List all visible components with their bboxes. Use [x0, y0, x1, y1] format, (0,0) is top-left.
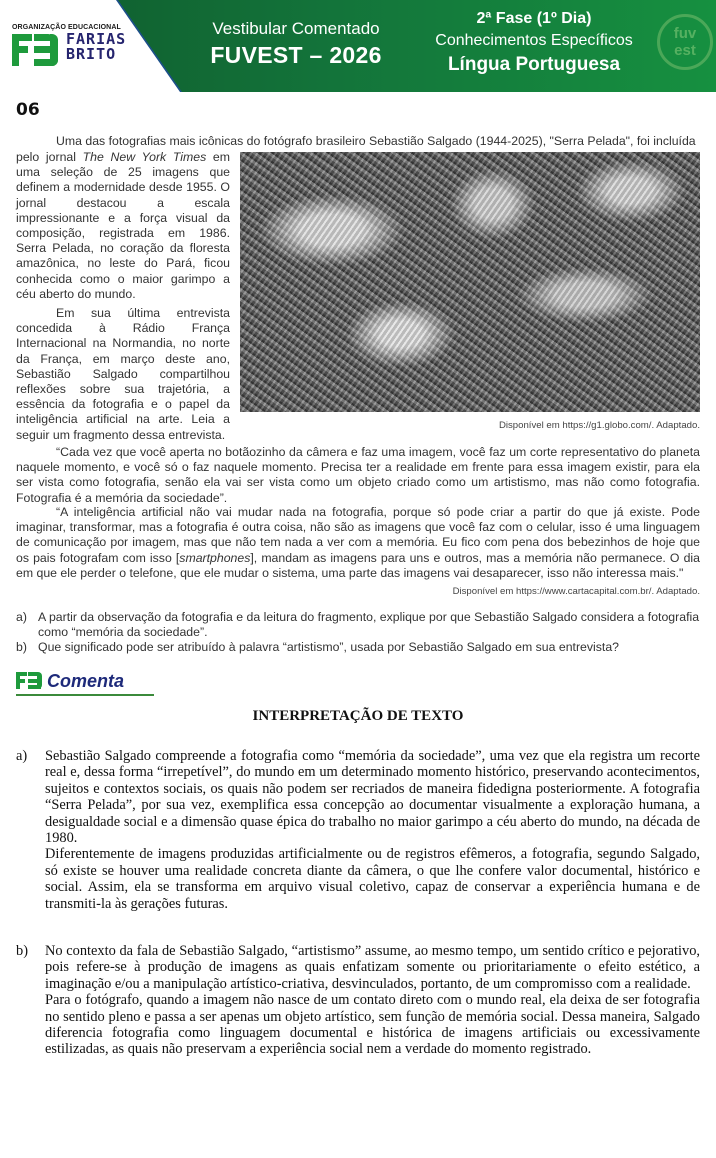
logo-name: FARIAS BRITO: [66, 30, 127, 63]
comenta-label: Comenta: [47, 671, 125, 691]
farias-brito-logo: [12, 24, 132, 72]
header-subtitle: Vestibular Comentado: [212, 19, 380, 38]
answer-b-paragraph-2: Para o fotógrafo, quando a imagem não nasce de um contato direto com o mundo real, ela deixa de ser fotografia no sentido pleno e passa a ser apenas um objeto artístico, sem função de memória social. Dessa maneira, Salgado diferencia fotografia como linguagem documental e histórica de imagens artificiais ou excessivamente estilizadas, as quais não preservam a experiência social nem a verdade do momento registrado.: [45, 992, 700, 1058]
intro-column: [16, 150, 230, 443]
header-title: FUVEST – 2026: [210, 42, 382, 68]
fuvest-seal-icon: fuv est: [657, 14, 713, 70]
serra-pelada-photo: [240, 152, 700, 412]
source-citation-2: Disponível em https://www.cartacapital.com.br/. Adaptado.: [452, 586, 700, 597]
intro-first-line: Uma das fotografias mais icônicas do fotógrafo brasileiro Sebastião Salgado (1944-2025), "Serra Pelada", foi incluída: [56, 134, 696, 148]
question-number: 06: [16, 100, 40, 120]
intro-paragraph-2: Em sua última entrevista concedida à Rádio França Internacional na Normandia, no norte da França, em março deste ano, Sebastião Salgado compartilhou reflexões sobre sua trajetória, a essência da fotografia e o papel da inteligência artificial na arte. Leia a seguir um fragmento dessa entrevista.: [16, 306, 230, 442]
logo-org-text: ORGANIZAÇÃO EDUCACIONAL: [12, 24, 121, 31]
header-phase: 2ª Fase (1º Dia): [476, 10, 592, 27]
intro-paragraph-1: pelo jornal The New York Times em uma seleção de 25 imagens que definem a modernidade desde 1955. O jornal destacou a escala impressionante e a força visual da composição, registrada em 1986. Serra Pelada, no coração da floresta amazônica, no leste do Pará, ficou conhecida como o maior garimpo a céu aberto do mundo.: [16, 150, 230, 301]
answer-b: b) No contexto da fala de Sebastião Salgado, “artistismo” assume, ao mesmo tempo, um sentido crítico e pejorativo, pois refere-se à produção de imagens as quais enfatizam somente ou prioritariamente o efeito estético, a imaginação e/ou a manipulação artístico-criativa, desvinculados, portanto, de um compromisso com a realidade. Para o fotógrafo, quando a imagem não nasce de um contato direto com o mundo real, ela deixa de ser fotografia no sentido pleno e passa a ser apenas um objeto artístico, sem função de memória social. Dessa maneira, Salgado diferencia fotografia como linguagem documental e histórica de imagens artificiais ou excessivamente estilizadas, as quais não preservam a experiência social nem a verdade do momento registrado.: [16, 943, 700, 1058]
question-items: [16, 610, 700, 656]
answer-a-paragraph-1: Sebastião Salgado compreende a fotografia como “memória da sociedade”, uma vez que ela registra um recorte real e, dessa forma “irrepetível”, do mundo em um determinado momento histórico, preservando acontecimentos, sujeitos e contextos sociais, os quais não podem ser recriados de maneira fidedigna posteriormente. A fotografia “Serra Pelada”, por sua vez, exemplifica essa concepção ao documentar visualmente a exploração humana, a desigualdade social e a dimensão quase épica do trabalho no maior garimpo a céu aberto do mundo, na década de 1980.: [45, 748, 700, 847]
newspaper-name: The New York Times: [82, 150, 207, 164]
interview-quote-2: “A inteligência artificial não vai mudar nada na fotografia, porque só pode criar a partir do que já existe. Pode imaginar, transformar, mas a fotografia é outra coisa, não são as imagens que você faz com o celular, isso é uma linguagem de comunicação por imagem, mas que não tem nada a ver com a memória. Eu fico com pena dos bebezinhos de hoje que os pais fotografam com isso [smartphones], mandam as imagens para uns e outros, mas a memória não permanece. O dia em que ele perder o telefone, que ele mudar o sistema, uma parte das imagens vai desaparecer, isso não interessa mais.": [16, 505, 700, 580]
question-item-b: b) Que significado pode ser atribuído à palavra “artistismo”, usada por Sebastião Salgado em sua entrevista?: [16, 640, 620, 655]
fb-monogram-icon: [16, 672, 42, 689]
question-item-a: a) A partir da observação da fotografia e da leitura do fragmento, explique por que Sebastião Salgado considera a fotografia como “memória da sociedade”.: [16, 610, 700, 640]
answer-a: a) Sebastião Salgado compreende a fotografia como “memória da sociedade”, uma vez que ela registra um recorte real e, dessa forma “irrepetível”, do mundo em um determinado momento histórico, preservando acontecimentos, sujeitos e contextos sociais, os quais não podem ser recriados de maneira fidedigna posteriormente. A fotografia “Serra Pelada”, por sua vez, exemplifica essa concepção ao documentar visualmente a exploração humana, a desigualdade social e a dimensão quase épica do trabalho no maior garimpo a céu aberto do mundo, na década de 1980. Diferentemente de imagens produzidas artificialmente ou de registros efêmeros, a fotografia, segundo Salgado, só existe se houver uma realidade concreta diante da câmera, o que lhe confere valor documental, histórico e social. Assim, ela se transforma em arquivo visual coletivo, capaz de conservar a experiência humana e de transmiti-la às gerações futuras.: [16, 748, 700, 912]
header-exam-title: [196, 18, 396, 70]
page-header: [0, 0, 716, 92]
header-exam-info: [420, 8, 648, 78]
answer-a-paragraph-2: Diferentemente de imagens produzidas artificialmente ou de registros efêmeros, a fotografia, segundo Salgado, só existe se houver uma realidade concreta diante da câmera, o que lhe confere valor documental, histórico e social. Assim, ela se transforma em arquivo visual coletivo, capaz de conservar a experiência humana e de transmiti-la às gerações futuras.: [45, 846, 700, 912]
fb-monogram-icon: [12, 34, 60, 66]
comenta-logo: [16, 670, 154, 696]
source-citation-1: Disponível em https://g1.globo.com/. Adaptado.: [498, 420, 700, 431]
section-title: INTERPRETAÇÃO DE TEXTO: [252, 708, 464, 724]
answer-b-paragraph-1: No contexto da fala de Sebastião Salgado, “artistismo” assume, ao mesmo tempo, um sentido crítico e pejorativo, pois refere-se à produção de imagens as quais enfatizam somente ou prioritariamente o efeito estético, a imaginação e/ou a manipulação artístico-criativa, desvinculados, portanto, de um compromisso com a realidade.: [45, 943, 700, 992]
interview-quote-1: “Cada vez que você aperta no botãozinho da câmera e faz uma imagem, você faz um corte representativo do planeta naquele momento, e você só o faz naquele momento. Precisa ter a realidade em frente para essa imagem existir, para ela ser vista como fotografia, senão ela vai ser vista como um objeto criado como um artistismo, mas não como fotografia. Fotografia é a memória da sociedade”.: [16, 445, 700, 505]
header-subject: Língua Portuguesa: [447, 54, 621, 75]
header-area: Conhecimentos Específicos: [435, 32, 633, 49]
